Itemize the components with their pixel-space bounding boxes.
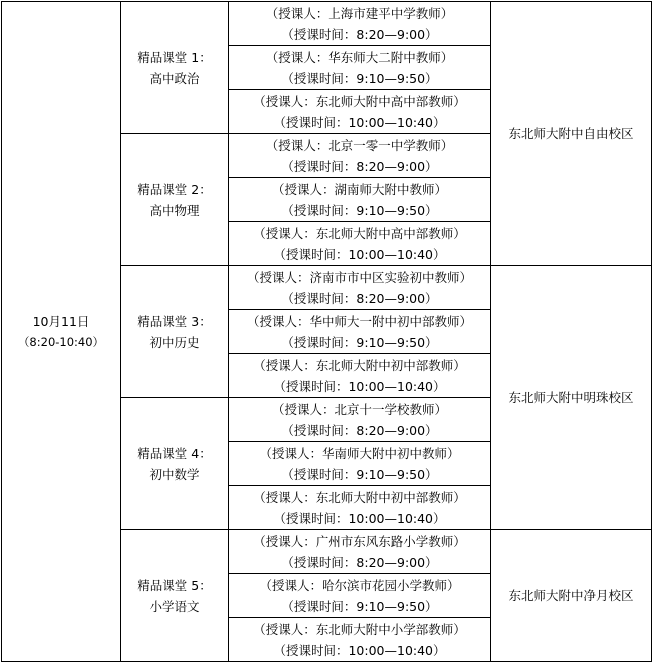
session-teacher: （授课人：广州市东风东路小学教师）: [253, 533, 466, 549]
schedule-table: [1, 1, 652, 662]
session-cell: [229, 310, 491, 354]
session-teacher: （授课人：华南师大附中初中教师）: [259, 445, 460, 461]
course-label: 精品课堂 3：: [137, 313, 212, 329]
session-time: （授课时间：8:20—9:00）: [281, 290, 438, 306]
course-subject: 初中历史: [149, 334, 200, 350]
session-time: （授课时间：10:00—10:40）: [273, 510, 446, 526]
course-label: 精品课堂 2：: [137, 181, 212, 197]
session-cell: [229, 46, 491, 90]
session-teacher: （授课人：北京一零一中学教师）: [265, 137, 454, 153]
session-teacher: （授课人：湖南师大附中教师）: [271, 181, 447, 197]
session-time: （授课时间：8:20—9:00）: [281, 26, 438, 42]
course-subject: 高中物理: [149, 202, 200, 218]
date-day: 10月11日: [32, 313, 90, 329]
venue-name: 东北师大附中净月校区: [508, 588, 634, 603]
session-teacher: （授课人：哈尔滨市花园小学教师）: [259, 577, 460, 593]
session-cell: [229, 266, 491, 310]
session-time: （授课时间：9:10—9:50）: [281, 466, 438, 482]
course-label: 精品课堂 1：: [137, 49, 212, 65]
session-cell: [229, 90, 491, 134]
session-cell: [229, 222, 491, 266]
session-cell: [229, 178, 491, 222]
session-time: （授课时间：8:20—9:00）: [281, 158, 438, 174]
course-subject: 初中数学: [149, 466, 200, 482]
venue-cell: [491, 530, 652, 662]
session-time: （授课时间：9:10—9:50）: [281, 202, 438, 218]
session-cell: [229, 134, 491, 178]
session-cell: [229, 442, 491, 486]
course-cell: [121, 530, 229, 662]
course-cell: [121, 2, 229, 134]
session-time: （授课时间：9:10—9:50）: [281, 598, 438, 614]
session-cell: [229, 486, 491, 530]
session-time: （授课时间：8:20—9:00）: [281, 554, 438, 570]
session-cell: [229, 354, 491, 398]
session-teacher: （授课人：济南市市中区实验初中教师）: [246, 269, 472, 285]
course-subject: 高中政治: [149, 70, 200, 86]
session-teacher: （授课人：东北师大附中初中部教师）: [253, 357, 466, 373]
session-teacher: （授课人：华中师大一附中初中部教师）: [246, 313, 472, 329]
session-cell: [229, 530, 491, 574]
course-cell: [121, 134, 229, 266]
date-cell: [2, 2, 121, 662]
session-cell: [229, 398, 491, 442]
session-time: （授课时间：9:10—9:50）: [281, 70, 438, 86]
table-row: [2, 2, 652, 46]
course-subject: 小学语文: [149, 598, 200, 614]
session-time: （授课时间：10:00—10:40）: [273, 378, 446, 394]
course-label: 精品课堂 4：: [137, 445, 212, 461]
course-label: 精品课堂 5：: [137, 577, 212, 593]
venue-name: 东北师大附中自由校区: [508, 126, 634, 141]
session-time: （授课时间：10:00—10:40）: [273, 642, 446, 658]
venue-cell: [491, 2, 652, 266]
session-teacher: （授课人：北京十一学校教师）: [271, 401, 447, 417]
session-teacher: （授课人：东北师大附中初中部教师）: [253, 489, 466, 505]
session-cell: [229, 2, 491, 46]
session-teacher: （授课人：东北师大附中高中部教师）: [253, 93, 466, 109]
session-time: （授课时间：9:10—9:50）: [281, 334, 438, 350]
venue-name: 东北师大附中明珠校区: [508, 390, 634, 405]
course-cell: [121, 398, 229, 530]
session-time: （授课时间：10:00—10:40）: [273, 114, 446, 130]
session-teacher: （授课人：上海市建平中学教师）: [265, 5, 454, 21]
date-time-range: （8:20-10:40）: [17, 334, 105, 349]
session-cell: [229, 574, 491, 618]
session-time: （授课时间：10:00—10:40）: [273, 246, 446, 262]
session-cell: [229, 618, 491, 662]
session-time: （授课时间：8:20—9:00）: [281, 422, 438, 438]
session-teacher: （授课人：东北师大附中小学部教师）: [253, 621, 466, 637]
venue-cell: [491, 266, 652, 530]
session-teacher: （授课人：华东师大二附中教师）: [265, 49, 454, 65]
session-teacher: （授课人：东北师大附中高中部教师）: [253, 225, 466, 241]
course-cell: [121, 266, 229, 398]
